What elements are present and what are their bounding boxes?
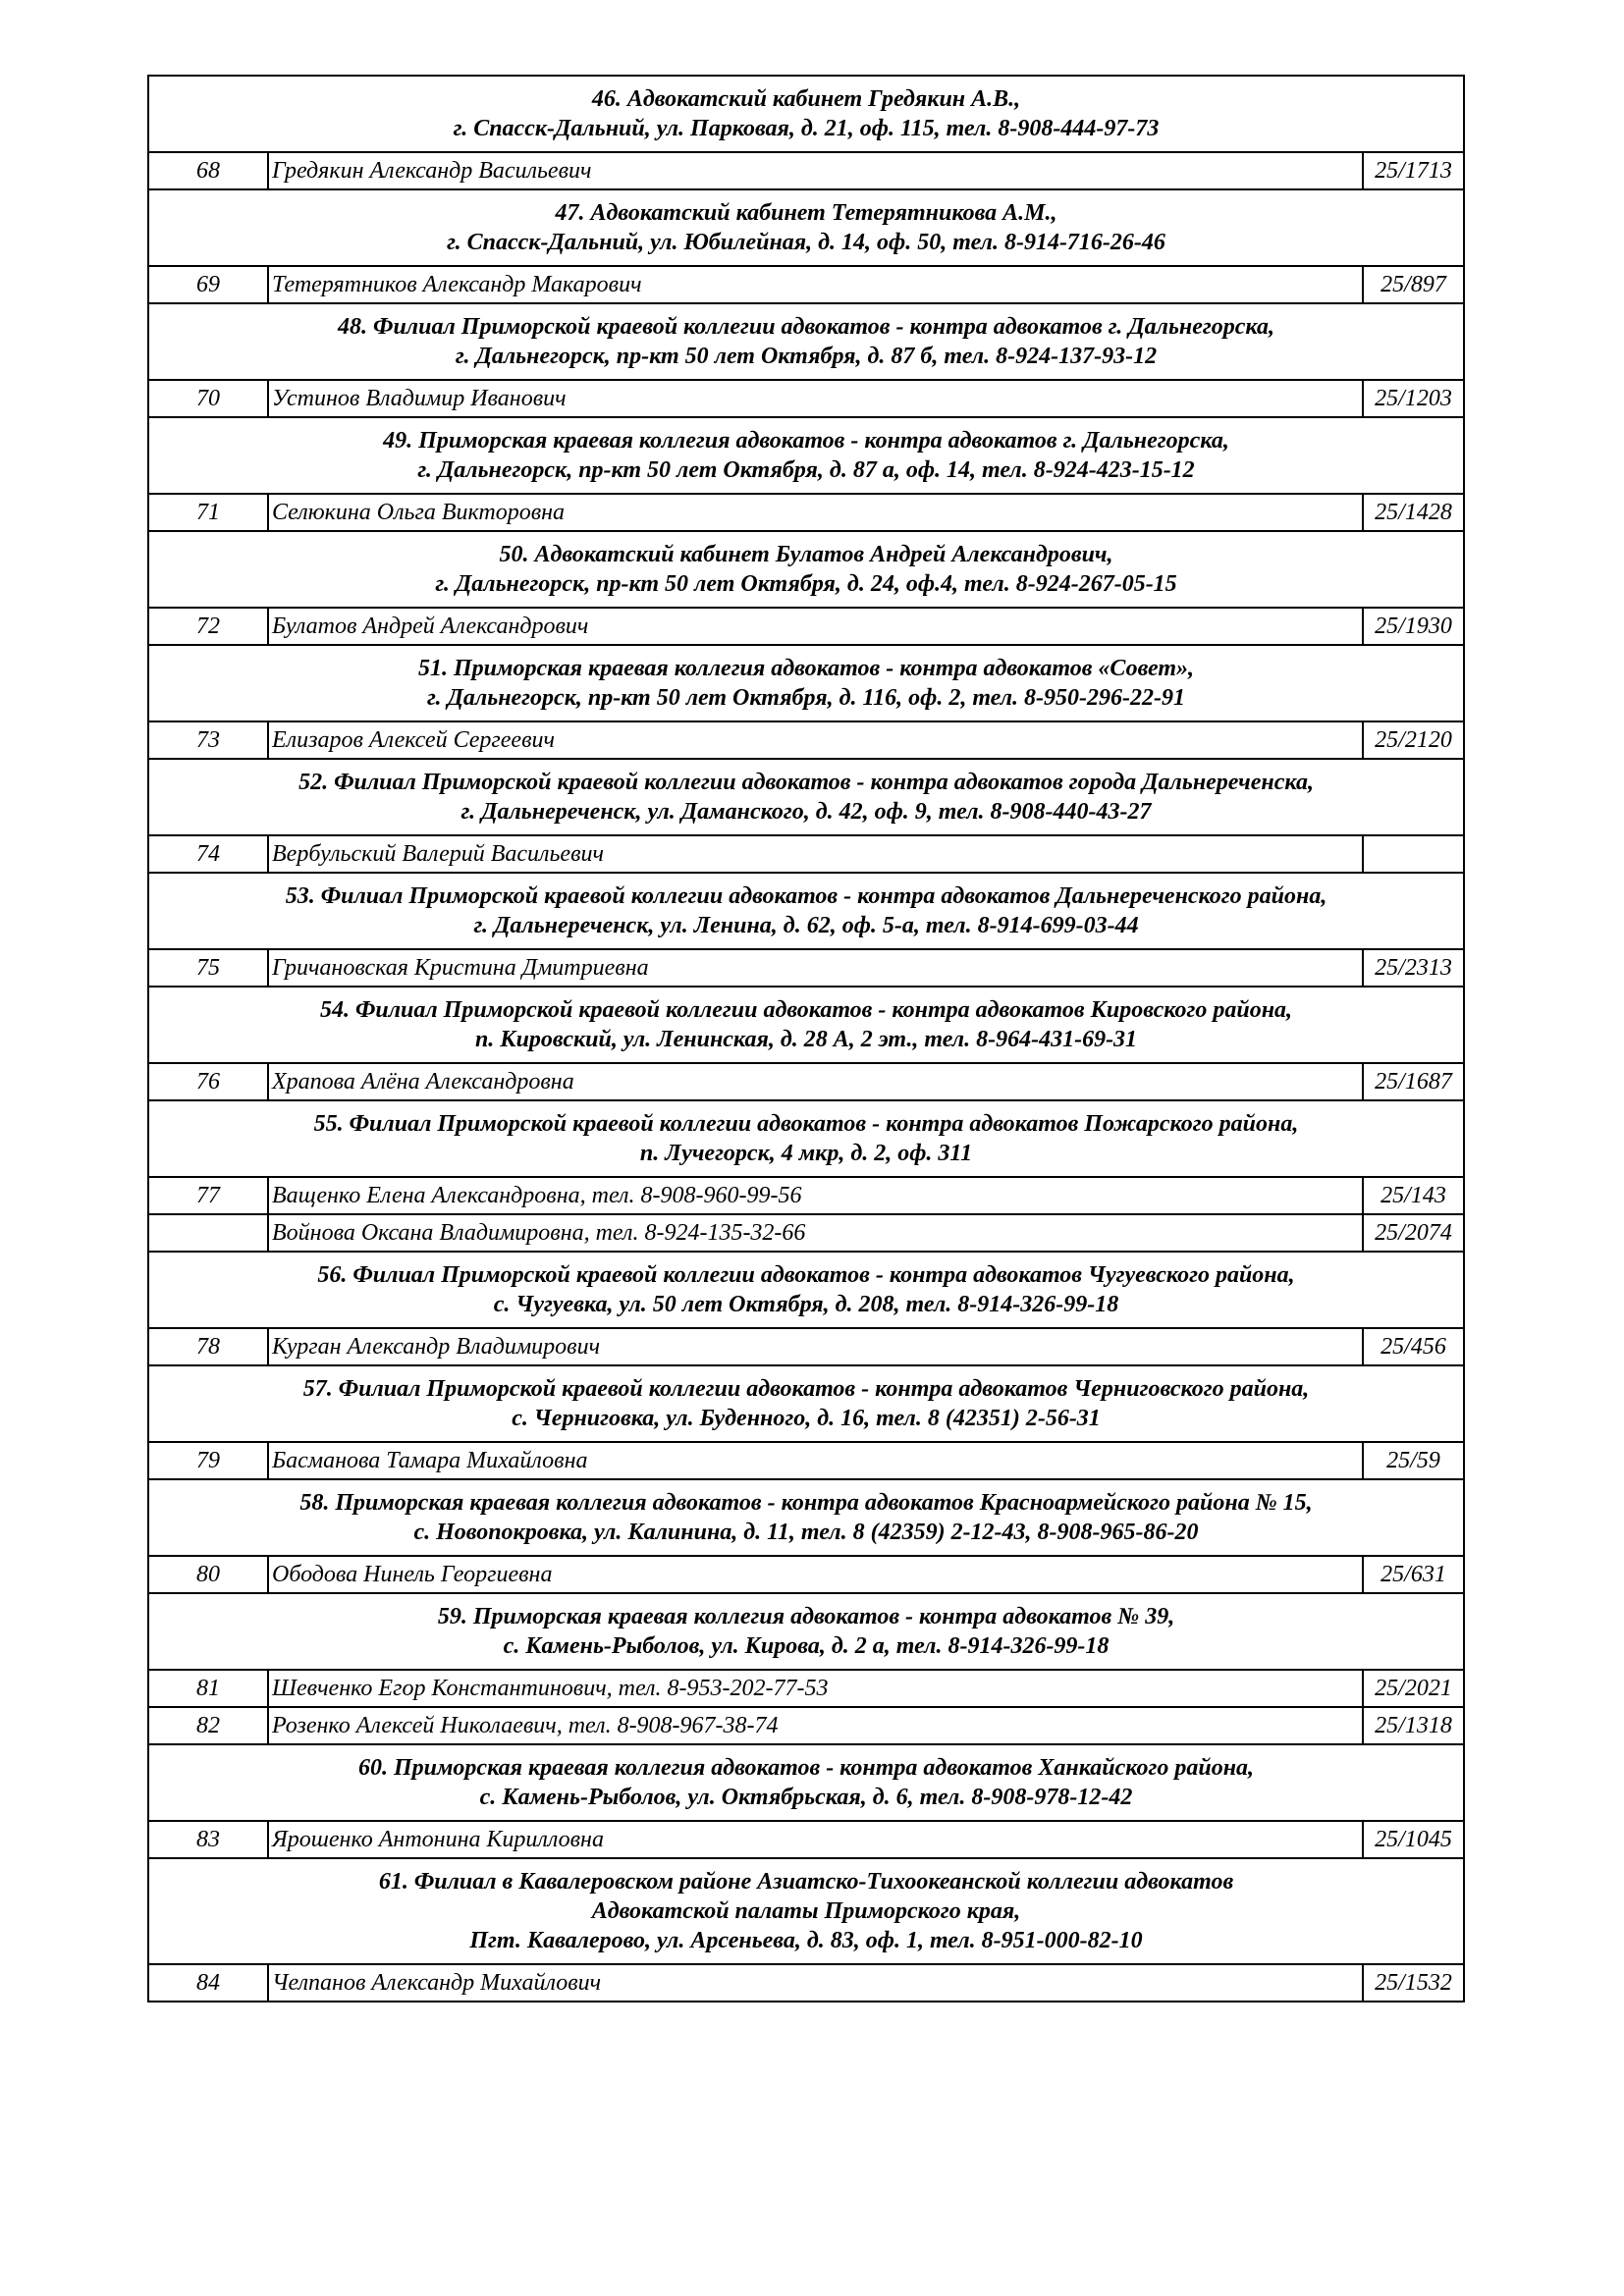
row-number: 83 (148, 1821, 268, 1858)
registration-number: 25/1687 (1363, 1063, 1464, 1100)
row-number: 79 (148, 1442, 268, 1479)
row-number: 82 (148, 1707, 268, 1744)
registration-number: 25/2074 (1363, 1214, 1464, 1252)
registration-number: 25/1532 (1363, 1964, 1464, 2002)
row-number: 80 (148, 1556, 268, 1593)
row-number: 84 (148, 1964, 268, 2002)
section-header (148, 1479, 1464, 1556)
lawyer-name: Басманова Тамара Михайловна (268, 1442, 1363, 1479)
section-header-line: г. Дальнереченск, ул. Ленина, д. 62, оф. 5-а, тел. 8-914-699-03-44 (473, 913, 1139, 938)
lawyer-name: Селюкина Ольга Викторовна (268, 494, 1363, 531)
row-number: 74 (148, 835, 268, 873)
section-header (148, 987, 1464, 1063)
table-row (148, 494, 1464, 531)
section-header (148, 303, 1464, 380)
row-number: 76 (148, 1063, 268, 1100)
row-number: 78 (148, 1328, 268, 1365)
registration-number: 25/2120 (1363, 721, 1464, 759)
section-header (148, 1744, 1464, 1821)
row-number: 72 (148, 608, 268, 645)
section-header (148, 1593, 1464, 1670)
row-number: 70 (148, 380, 268, 417)
registration-number: 25/456 (1363, 1328, 1464, 1365)
table-row (148, 152, 1464, 189)
section-header-line: 48. Филиал Приморской краевой коллегии адвокатов - контра адвокатов г. Дальнегорска, (338, 314, 1274, 340)
section-header-line: г. Дальнегорск, пр-кт 50 лет Октября, д. 87 б, тел. 8-924-137-93-12 (455, 344, 1158, 369)
section-header-line: п. Кировский, ул. Ленинская, д. 28 А, 2 эт., тел. 8-964-431-69-31 (474, 1027, 1138, 1052)
registration-number: 25/1930 (1363, 608, 1464, 645)
section-header-row (148, 1252, 1464, 1328)
row-number: 71 (148, 494, 268, 531)
section-header-row (148, 531, 1464, 608)
lawyer-name: Елизаров Алексей Сергеевич (268, 721, 1363, 759)
lawyer-name: Храпова Алёна Александровна (268, 1063, 1363, 1100)
section-header-line: г. Спасск-Дальний, ул. Юбилейная, д. 14, оф. 50, тел. 8-914-716-26-46 (447, 230, 1165, 255)
section-header-row (148, 1858, 1464, 1964)
section-header-row (148, 1744, 1464, 1821)
section-header-line: г. Дальнегорск, пр-кт 50 лет Октября, д. 24, оф.4, тел. 8-924-267-05-15 (435, 571, 1177, 597)
lawyer-name: Гредякин Александр Васильевич (268, 152, 1363, 189)
table-row (148, 1177, 1464, 1214)
lawyer-name: Гричановская Кристина Дмитриевна (268, 949, 1363, 987)
section-header-row (148, 645, 1464, 721)
table-row (148, 1670, 1464, 1707)
row-number: 77 (148, 1177, 268, 1214)
section-header-line: с. Камень-Рыболов, ул. Кирова, д. 2 а, тел. 8-914-326-99-18 (503, 1633, 1110, 1659)
row-number: 73 (148, 721, 268, 759)
section-header (148, 1252, 1464, 1328)
registration-number: 25/2313 (1363, 949, 1464, 987)
registration-number: 25/59 (1363, 1442, 1464, 1479)
section-header-row (148, 759, 1464, 835)
table-row (148, 380, 1464, 417)
section-header-line: 56. Филиал Приморской краевой коллегии адвокатов - контра адвокатов Чугуевского района, (317, 1262, 1295, 1288)
registration-number (1363, 835, 1464, 873)
section-header-row (148, 1479, 1464, 1556)
lawyers-registry-table (147, 75, 1465, 2002)
section-header (148, 873, 1464, 949)
table-row (148, 1063, 1464, 1100)
registration-number: 25/1203 (1363, 380, 1464, 417)
section-header-line: с. Чугуевка, ул. 50 лет Октября, д. 208, тел. 8-914-326-99-18 (493, 1292, 1119, 1317)
section-header-row (148, 189, 1464, 266)
section-header (148, 1100, 1464, 1177)
table-row (148, 721, 1464, 759)
section-header-row (148, 76, 1464, 152)
lawyer-name: Розенко Алексей Николаевич, тел. 8-908-967-38-74 (268, 1707, 1363, 1744)
table-row (148, 608, 1464, 645)
lawyer-name: Челпанов Александр Михайлович (268, 1964, 1363, 2002)
row-number: 68 (148, 152, 268, 189)
table-row (148, 1707, 1464, 1744)
row-number: 69 (148, 266, 268, 303)
section-header (148, 76, 1464, 152)
registration-number: 25/1045 (1363, 1821, 1464, 1858)
section-header (148, 759, 1464, 835)
section-header-line: 52. Филиал Приморской краевой коллегии адвокатов - контра адвокатов города Дальнереченска, (298, 770, 1314, 795)
section-header-row (148, 1593, 1464, 1670)
table-row (148, 1821, 1464, 1858)
section-header (148, 417, 1464, 494)
registration-number: 25/631 (1363, 1556, 1464, 1593)
row-number (148, 1214, 268, 1252)
section-header-line: 59. Приморская краевая коллегия адвокатов - контра адвокатов № 39, (437, 1604, 1175, 1629)
registry-table-body (148, 76, 1464, 2002)
section-header-row (148, 303, 1464, 380)
table-row (148, 266, 1464, 303)
section-header-line: Адвокатской палаты Приморского края, (591, 1898, 1021, 1924)
section-header-line: 47. Адвокатский кабинет Тетерятникова А.М., (555, 200, 1057, 226)
section-header-line: г. Дальнегорск, пр-кт 50 лет Октября, д. 87 а, оф. 14, тел. 8-924-423-15-12 (417, 457, 1195, 483)
section-header-line: г. Дальнегорск, пр-кт 50 лет Октября, д. 116, оф. 2, тел. 8-950-296-22-91 (426, 685, 1186, 711)
lawyer-name: Ващенко Елена Александровна, тел. 8-908-960-99-56 (268, 1177, 1363, 1214)
section-header-line: Пгт. Кавалерово, ул. Арсеньева, д. 83, оф. 1, тел. 8-951-000-82-10 (469, 1928, 1143, 1953)
section-header-line: с. Камень-Рыболов, ул. Октябрьская, д. 6, тел. 8-908-978-12-42 (479, 1785, 1133, 1810)
lawyer-name: Вербульский Валерий Васильевич (268, 835, 1363, 873)
registration-number: 25/1428 (1363, 494, 1464, 531)
section-header (148, 1858, 1464, 1964)
section-header-row (148, 987, 1464, 1063)
section-header-line: 46. Адвокатский кабинет Гредякин А.В., (591, 86, 1021, 112)
table-row (148, 1964, 1464, 2002)
registration-number: 25/897 (1363, 266, 1464, 303)
registration-number: 25/1318 (1363, 1707, 1464, 1744)
section-header (148, 1365, 1464, 1442)
table-row (148, 835, 1464, 873)
lawyer-name: Войнова Оксана Владимировна, тел. 8-924-135-32-66 (268, 1214, 1363, 1252)
section-header-line: 58. Приморская краевая коллегия адвокатов - контра адвокатов Красноармейского района № 15, (299, 1490, 1313, 1516)
section-header-row (148, 417, 1464, 494)
section-header-line: 60. Приморская краевая коллегия адвокатов - контра адвокатов Ханкайского района, (357, 1755, 1255, 1781)
section-header-line: с. Черниговка, ул. Буденного, д. 16, тел. 8 (42351) 2-56-31 (512, 1406, 1101, 1431)
section-header-line: 50. Адвокатский кабинет Булатов Андрей Александрович, (499, 542, 1113, 567)
lawyer-name: Ободова Нинель Георгиевна (268, 1556, 1363, 1593)
section-header-row (148, 1365, 1464, 1442)
lawyer-name: Булатов Андрей Александрович (268, 608, 1363, 645)
section-header-line: 57. Филиал Приморской краевой коллегии адвокатов - контра адвокатов Черниговского района, (302, 1376, 1310, 1402)
section-header (148, 531, 1464, 608)
row-number: 81 (148, 1670, 268, 1707)
section-header-line: 53. Филиал Приморской краевой коллегии адвокатов - контра адвокатов Дальнереченского района, (285, 883, 1327, 909)
section-header-row (148, 1100, 1464, 1177)
lawyer-name: Курган Александр Владимирович (268, 1328, 1363, 1365)
lawyer-name: Устинов Владимир Иванович (268, 380, 1363, 417)
registration-number: 25/143 (1363, 1177, 1464, 1214)
section-header-line: 51. Приморская краевая коллегия адвокатов - контра адвокатов «Совет», (417, 656, 1195, 681)
lawyer-name: Ярошенко Антонина Кирилловна (268, 1821, 1363, 1858)
section-header (148, 189, 1464, 266)
section-header-line: п. Лучегорск, 4 мкр, д. 2, оф. 311 (639, 1141, 973, 1166)
section-header-line: 55. Филиал Приморской краевой коллегии адвокатов - контра адвокатов Пожарского района, (313, 1111, 1299, 1137)
section-header-line: 54. Филиал Приморской краевой коллегии адвокатов - контра адвокатов Кировского района, (319, 997, 1293, 1023)
lawyer-name: Шевченко Егор Константинович, тел. 8-953-202-77-53 (268, 1670, 1363, 1707)
section-header-line: с. Новопокровка, ул. Калинина, д. 11, тел. 8 (42359) 2-12-43, 8-908-965-86-20 (413, 1520, 1199, 1545)
section-header-line: г. Дальнереченск, ул. Даманского, д. 42, оф. 9, тел. 8-908-440-43-27 (460, 799, 1152, 825)
table-row (148, 1442, 1464, 1479)
table-row (148, 1556, 1464, 1593)
section-header (148, 645, 1464, 721)
section-header-row (148, 873, 1464, 949)
table-row (148, 1328, 1464, 1365)
section-header-line: 49. Приморская краевая коллегия адвокатов - контра адвокатов г. Дальнегорска, (383, 428, 1229, 454)
table-row (148, 1214, 1464, 1252)
table-row (148, 949, 1464, 987)
row-number: 75 (148, 949, 268, 987)
registration-number: 25/2021 (1363, 1670, 1464, 1707)
registration-number: 25/1713 (1363, 152, 1464, 189)
lawyer-name: Тетерятников Александр Макарович (268, 266, 1363, 303)
section-header-line: 61. Филиал в Кавалеровском районе Азиатско-Тихоокеанской коллегии адвокатов (378, 1869, 1234, 1895)
section-header-line: г. Спасск-Дальний, ул. Парковая, д. 21, оф. 115, тел. 8-908-444-97-73 (453, 116, 1160, 141)
